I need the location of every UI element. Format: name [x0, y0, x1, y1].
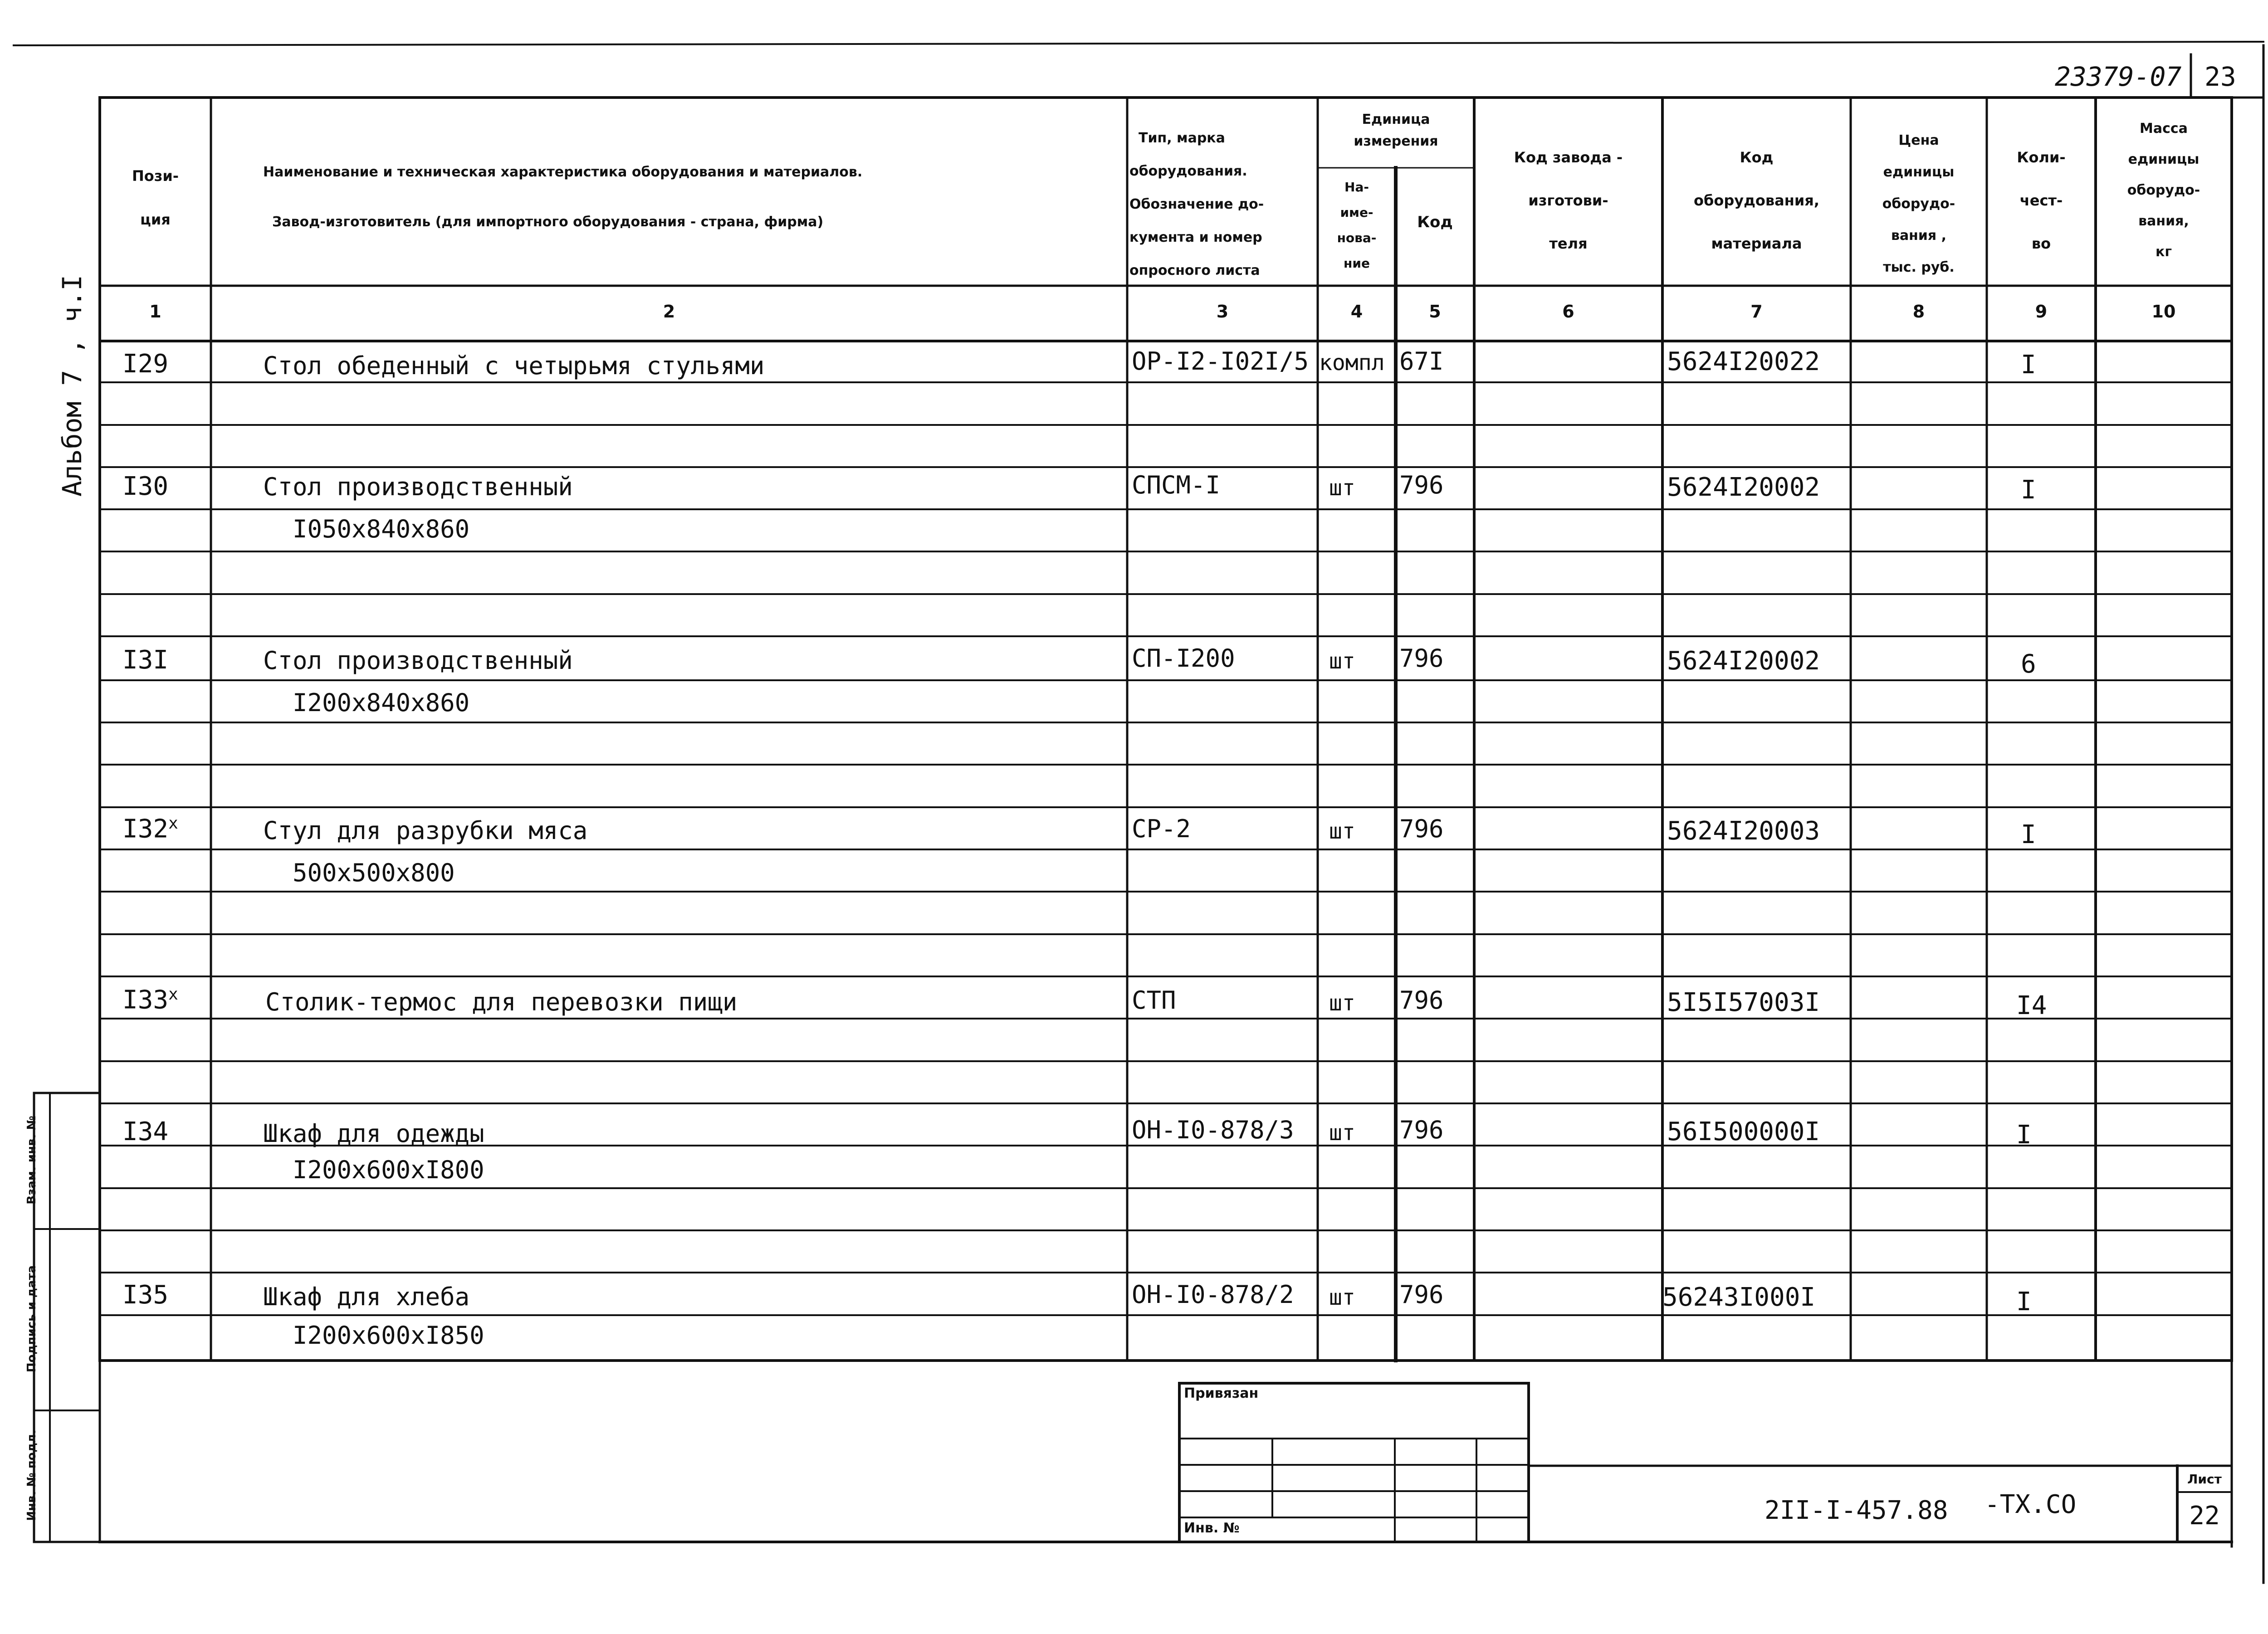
row-equipment-code: 5624I20002	[1667, 473, 1820, 502]
row-dimensions: 500x500x800	[293, 858, 455, 887]
row-position: I29	[122, 349, 169, 379]
header-unit-code: Код	[1417, 213, 1453, 231]
header-quantity-line: Коли-	[2017, 149, 2066, 166]
row-position	[122, 814, 178, 844]
document-number: 2II-I-457.88	[1765, 1496, 1948, 1525]
row-name: Стол обеденный с четырьмя стульями	[263, 351, 765, 380]
title-block-inventory: Инв. №	[1184, 1520, 1240, 1536]
col-number: 8	[1912, 302, 1925, 322]
header-quantity-line: во	[2031, 235, 2051, 252]
col-number: 2	[663, 302, 675, 322]
row-quantity: I	[2021, 820, 2036, 849]
doc-code: 23379-07	[2055, 61, 2182, 92]
row-unit: шт	[1329, 1285, 1355, 1310]
col-number: 6	[1562, 302, 1574, 322]
col-number: 9	[2035, 302, 2048, 322]
row-position: I30	[122, 472, 169, 501]
row-position: I35	[122, 1280, 169, 1310]
row-name: Столик-термос для перевозки пищи	[265, 988, 738, 1016]
row-unit-code: 796	[1399, 1116, 1444, 1144]
col-number: 3	[1216, 302, 1229, 322]
row-dimensions: I200x840x860	[293, 688, 470, 717]
header-price-line: вания ,	[1891, 228, 1947, 244]
row-position: I3I	[122, 645, 169, 675]
header-price-line: оборудо-	[1882, 196, 1955, 212]
row-name: Шкаф для одежды	[263, 1119, 484, 1148]
header-position-line: Пози-	[132, 167, 179, 185]
row-unit-code: 796	[1399, 815, 1444, 843]
row-type: СП-I200	[1132, 644, 1235, 673]
col-number: 5	[1429, 302, 1441, 322]
col-number: 7	[1750, 302, 1763, 322]
header-mass-line: оборудо-	[2127, 182, 2200, 198]
header-factory-line: изготови-	[1528, 192, 1608, 209]
header-unit-name	[1318, 175, 1396, 276]
header-factory-code	[1474, 136, 1662, 265]
col-number: 10	[2151, 302, 2176, 322]
title-block-privyazan: Привязан	[1184, 1385, 1259, 1401]
header-name	[213, 147, 1125, 247]
row-unit-code: 67I	[1399, 347, 1444, 376]
row-quantity: I	[2021, 350, 2036, 380]
header-mass	[2096, 113, 2232, 268]
row-dimensions: I200x600xI800	[293, 1156, 484, 1184]
row-unit: шт	[1329, 475, 1355, 501]
row-position-number: I32	[122, 814, 169, 844]
header-factory-line: Код завода -	[1514, 149, 1623, 166]
stamp-label-signature: Подпись и дата	[25, 1265, 39, 1373]
row-unit: шт	[1329, 990, 1355, 1016]
header-quantity	[1987, 136, 2096, 265]
header-price	[1851, 125, 1987, 283]
header-unit-name-line: име-	[1340, 205, 1374, 220]
row-unit-code: 796	[1399, 471, 1444, 499]
header-price-line: единицы	[1883, 164, 1955, 180]
stamp-label-inventory: Инв. № подл.	[25, 1429, 39, 1521]
header-type-line: Тип, марка	[1139, 130, 1225, 146]
header-type-line: Обозначение до-	[1129, 196, 1264, 212]
header-equipment-line: материала	[1711, 235, 1802, 252]
row-type: ОН-I0-878/2	[1132, 1280, 1294, 1309]
document-suffix: -ТХ.СО	[1984, 1490, 2077, 1519]
header-mass-line: вания,	[2138, 213, 2189, 229]
row-name: Шкаф для хлеба	[263, 1283, 470, 1311]
row-equipment-code: 5624I20022	[1667, 347, 1820, 376]
header-type-line: оборудования.	[1129, 163, 1247, 179]
header-mass-line: кг	[2155, 244, 2172, 260]
header-type-line: опросного листа	[1129, 263, 1260, 278]
header-unit-name-line: ние	[1344, 256, 1370, 271]
header-equipment-line: Код	[1740, 149, 1774, 166]
header-mass-line: единицы	[2128, 151, 2200, 167]
header-price-line: тыс. руб.	[1883, 259, 1955, 275]
header-quantity-line: чест-	[2019, 192, 2063, 209]
header-equipment-code	[1662, 136, 1851, 265]
sheet-label: Лист	[2187, 1472, 2222, 1487]
row-dimensions: I050x840x860	[293, 515, 470, 543]
row-dimensions: I200x600xI850	[293, 1321, 484, 1350]
row-position	[122, 985, 178, 1015]
row-unit: шт	[1329, 819, 1355, 844]
row-type: СТП	[1132, 986, 1176, 1015]
row-type: СПСМ-I	[1132, 471, 1221, 499]
row-type: СР-2	[1132, 815, 1191, 843]
header-equipment-line: оборудования,	[1694, 192, 1819, 209]
row-position-superscript: x	[168, 814, 178, 833]
row-equipment-code: 56I500000I	[1667, 1117, 1820, 1146]
header-name-line: Наименование и техническая характеристика оборудования и материалов.	[263, 164, 863, 180]
header-unit-line: измерения	[1354, 133, 1438, 149]
row-position-superscript: x	[168, 985, 178, 1004]
row-unit: шт	[1329, 649, 1355, 674]
header-name-line: Завод-изготовитель (для импортного оборудования - страна, фирма)	[272, 214, 824, 230]
row-quantity: I	[2016, 1120, 2032, 1150]
header-price-line: Цена	[1898, 132, 1939, 148]
stamp-label-replace: Взам. инв. №	[25, 1116, 39, 1205]
row-equipment-code: 5I5I57003I	[1667, 988, 1820, 1017]
album-label: Альбом 7 , ч.I	[57, 275, 88, 497]
row-name: Стул для разрубки мяса	[263, 816, 588, 845]
row-equipment-code: 56243I000I	[1662, 1283, 1816, 1312]
header-type-line: кумента и номер	[1129, 229, 1262, 245]
sheet-number: 22	[2189, 1501, 2220, 1531]
header-unit-line: Единица	[1362, 112, 1430, 127]
col-number: 1	[149, 302, 161, 322]
col-number: 4	[1350, 302, 1363, 322]
header-mass-line: Масса	[2140, 121, 2188, 137]
row-quantity: I	[2021, 475, 2036, 505]
row-position-number: I33	[122, 985, 169, 1015]
row-name: Стол производственный	[263, 646, 573, 675]
header-position	[102, 154, 209, 241]
row-unit-code: 796	[1399, 1280, 1444, 1309]
row-unit: шт	[1329, 1120, 1355, 1146]
header-factory-line: теля	[1549, 235, 1588, 252]
row-quantity: 6	[2021, 649, 2036, 679]
row-position: I34	[122, 1117, 169, 1146]
row-unit: компл	[1319, 350, 1385, 376]
row-type: ОР-I2-I02I/5	[1132, 347, 1309, 376]
header-type	[1129, 122, 1315, 287]
header-unit-name-line: нова-	[1337, 230, 1377, 245]
row-unit-code: 796	[1399, 986, 1444, 1015]
row-type: ОН-I0-878/3	[1132, 1116, 1294, 1144]
page-number: 23	[2204, 61, 2236, 92]
row-unit-code: 796	[1399, 644, 1444, 673]
row-quantity: I4	[2016, 991, 2047, 1020]
row-quantity: I	[2016, 1287, 2032, 1317]
row-equipment-code: 5624I20002	[1667, 646, 1820, 676]
row-name: Стол производственный	[263, 473, 573, 501]
header-unit-group	[1318, 109, 1474, 152]
header-position-line: ция	[140, 211, 171, 228]
row-equipment-code: 5624I20003	[1667, 816, 1820, 846]
header-unit-name-line: На-	[1344, 180, 1369, 195]
